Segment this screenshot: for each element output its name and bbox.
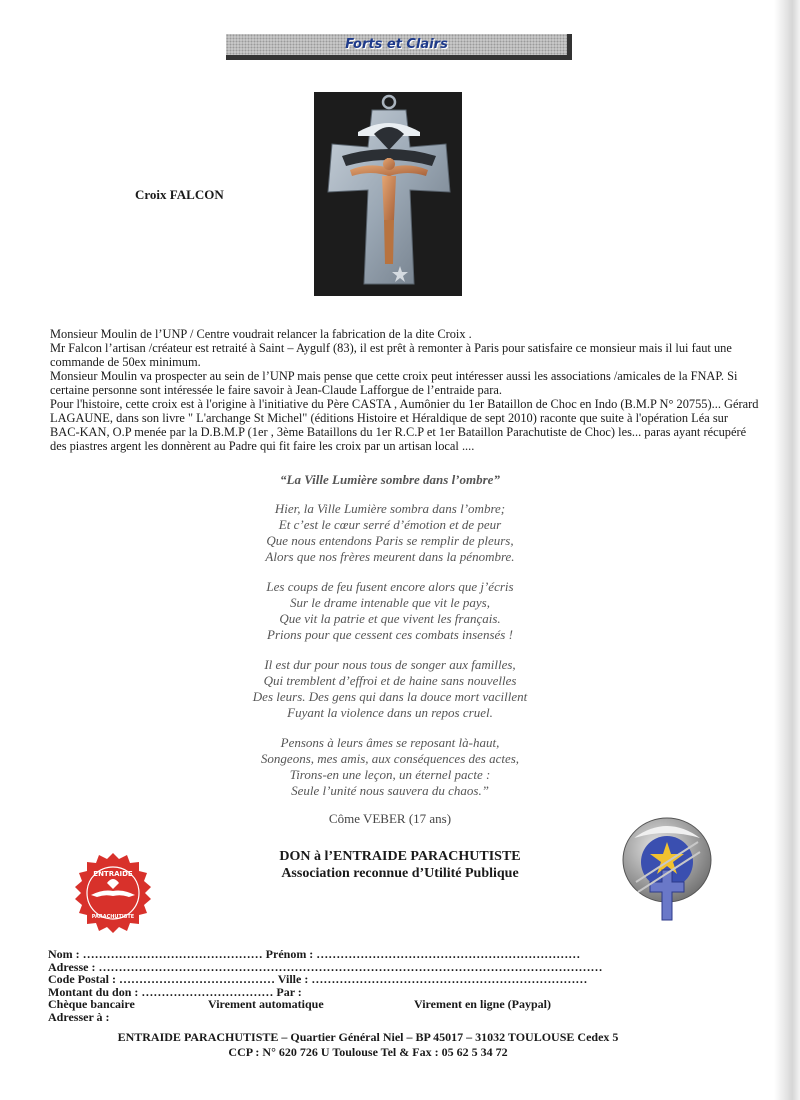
poem-line: Que nous entendons Paris se remplir de pleurs,	[266, 533, 514, 548]
parachute-insignia-icon	[614, 812, 720, 928]
poem-line: Il est dur pour nous tous de songer aux familles,	[264, 657, 516, 672]
adresser-label: Adresser à :	[48, 1010, 110, 1023]
address-line: ENTRAIDE PARACHUTISTE – Quartier Général Niel – BP 45017 – 31032 TOULOUSE Cedex 5	[117, 1030, 619, 1044]
falcon-cross-icon	[314, 92, 462, 296]
poem-line: Tirons-en une leçon, un éternel pacte :	[289, 767, 491, 782]
poem-line: Fuyant la violence dans un repos cruel.	[287, 705, 493, 720]
donation-header	[200, 848, 600, 882]
entraide-badge-icon	[65, 852, 161, 934]
donation-subtitle: Association reconnue d’Utilité Publique	[281, 866, 519, 881]
postal-address	[48, 1030, 688, 1060]
form-row-montant[interactable]: Montant du don : …………………………… Par :	[48, 985, 302, 998]
photo-caption: Croix FALCON	[135, 187, 224, 202]
poem-line: Alors que nos frères meurent dans la pénombre.	[265, 549, 515, 564]
poem-line: Seule l’unité nous sauvera du chaos.”	[291, 783, 489, 798]
article-paragraph: Monsieur Moulin va prospecter au sein de l’UNP mais pense que cette croix peut intéresser aussi les associations /amicales de la FNAP. Si certaine personne sont intéressée le faire savoir à Jean-Claude Lafforgue de l’entraide para.	[50, 369, 738, 397]
poem-stanza	[140, 735, 640, 799]
donation-title: DON à l’ENTRAIDE PARACHUTISTE	[279, 849, 521, 864]
article-text	[50, 327, 760, 453]
poem-line: Que vit la patrie et que vivent les français.	[279, 611, 501, 626]
poem-stanza	[140, 657, 640, 721]
poem	[140, 472, 640, 827]
poem-line: Hier, la Ville Lumière sombra dans l’ombre;	[274, 501, 506, 516]
form-row-code-postal[interactable]: Code Postal : ………………………………… Ville : ……………………………………………………………	[48, 973, 588, 986]
payment-options	[48, 998, 688, 1011]
form-row-adresse[interactable]: Adresse : ………………………………………………………………………………………………………………	[48, 960, 603, 973]
page-edge-shadow	[774, 0, 800, 1100]
cross-photo	[314, 92, 462, 296]
form-row-nom[interactable]: Nom : ……………………………………… Prénom : …………………………………………………………	[48, 948, 581, 961]
virement-auto-option[interactable]: Virement automatique	[208, 998, 324, 1011]
donation-form	[48, 948, 688, 1023]
article-paragraph: Pour l'histoire, cette croix est à l'origine à l'initiative du Père CASTA , Aumônier du 1er Bataillon de Choc en Indo (B.M.P N° 20755)... Gérard LAGAUNE, dans son livre " L'archange St Michel" (éditions Histoire et Héraldique de sept 2010) raconte que suite à l'opération Léa sur BAC-KAN, O.P menée par la D.B.M.P (1er , 3ème Bataillons du 1er R.C.P et 1er Bataillon Parachutiste de Choc) les... paras ayant récupéré des piastres argent les donnèrent au Padre qui fit faire les croix par un artisan local ....	[50, 397, 759, 453]
banner-title: Forts et Clairs	[345, 37, 448, 52]
virement-ligne-option[interactable]: Virement en ligne (Paypal)	[414, 998, 551, 1011]
header-banner	[226, 34, 572, 60]
poem-line: Et c’est le cœur serré d’émotion et de peur	[278, 517, 502, 532]
poem-line: Qui tremblent d’effroi et de haine sans nouvelles	[263, 673, 517, 688]
cheque-option[interactable]: Chèque bancaire	[48, 998, 135, 1011]
poem-line: Songeons, mes amis, aux conséquences des actes,	[260, 751, 520, 766]
para-insignia	[614, 812, 720, 928]
entraide-logo	[65, 852, 161, 934]
address-contact: CCP : N° 620 726 U Toulouse Tel & Fax : 05 62 5 34 72	[228, 1045, 508, 1059]
poem-line: Prions pour que cessent ces combats insensés !	[267, 627, 513, 642]
poem-line: Des leurs. Des gens qui dans la douce mort vacillent	[252, 689, 528, 704]
poem-stanza	[140, 579, 640, 643]
poem-title: “La Ville Lumière sombre dans l’ombre”	[280, 472, 500, 487]
poem-line: Les coups de feu fusent encore alors que j’écris	[266, 579, 514, 594]
poem-stanza	[140, 501, 640, 565]
article-paragraph: Mr Falcon l’artisan /créateur est retraité à Saint – Aygulf (83), il est prêt à remonter à Paris pour satisfaire ce monsieur mais il lui faut une commande de 50ex minimum.	[50, 341, 732, 369]
badge-text-bottom: PARACHUTISTE	[91, 914, 135, 920]
poem-author: Côme VEBER (17 ans)	[328, 811, 452, 826]
poem-line: Pensons à leurs âmes se reposant là-haut,	[280, 735, 500, 750]
article-paragraph: Monsieur Moulin de l’UNP / Centre voudrait relancer la fabrication de la dite Croix .	[50, 327, 472, 341]
poem-line: Sur le drame intenable que vit le pays,	[289, 595, 490, 610]
badge-text-top: ENTRAIDE	[93, 870, 133, 878]
